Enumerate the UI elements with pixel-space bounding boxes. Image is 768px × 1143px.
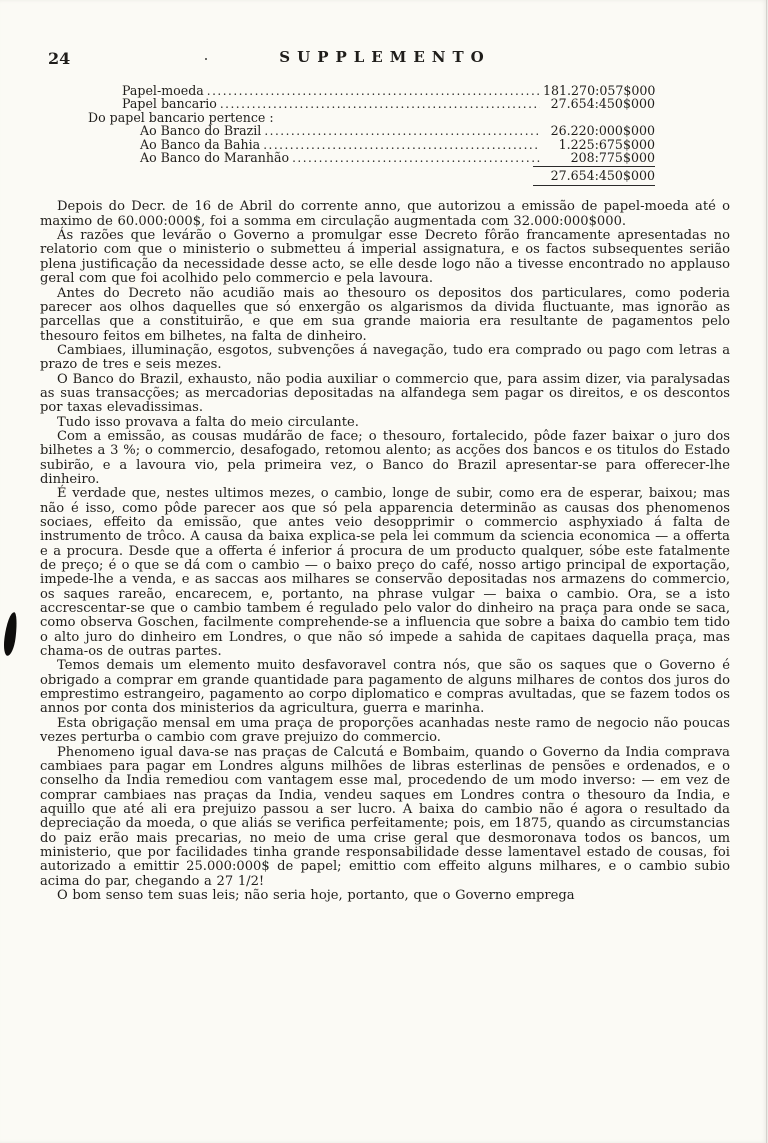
accounts-rows [88, 84, 655, 164]
page-title: SUPPLEMENTO [279, 48, 491, 66]
paragraph: Phenomeno igual dava-se nas praças de Calcutá e Bombaim, quando o Governo da India comprava cambiaes para pagar em Londres alguns milhões de libras esterlinas de pensões e ordenados, e o conselho da India remediou com vantagem esse mal, procedendo de um modo inverso: — em vez de comprar cambiaes nas praças da India, vendeu saques em Londres contra o thesouro da India, e aquillo que até ali era prejuizo passou a ser lucro. A baixa do cambio não é agora o resultado da depreciação da moeda, o que aliás se verifica perfeitamente; pois, em 1875, quando as circumstancias do paiz erão mais precarias, no meio de uma crise geral que desmoronava todos os bancos, um ministerio, que por facilidades tinha grande responsabilidade desse lamentavel estado de cousas, foi autorizado a emittir 25.000:000$ de papel; emittio com effeito alguns milhares, e o cambio subio acima do par, chegando a 27 1/2! [40, 744, 730, 889]
paragraph: Depois do Decr. de 16 de Abril do corrente anno, que autorizou a emissão de papel-moeda até o maximo de 60.000:000$, foi a somma em circulação augmentada com 32.000:000$000. [40, 199, 730, 229]
account-amount: 1.225:675$000 [558, 136, 655, 152]
accounts-total-block [533, 166, 655, 186]
paragraph: Temos demais um elemento muito desfavoravel contra nós, que são os saques que o Governo é obrigado a comprar em grande quantidade para pagamento de alguns milhares de contos dos juros do emprestimo estrangeiro, pagamento ao corpo diplomatico e compras avultadas, que se fazem todos os annos por conta dos ministerios da agricultura, guerra e marinha. [40, 658, 730, 717]
paragraph: Ás razões que levárão o Governo a promulgar esse Decreto fôrão francamente apresentadas no relatorio com que o ministerio o submetteu á imperial assignatura, e os factos subsequentes serião plena justificação da necessidade desse acto, se elle desde logo não a tivesse encontrado no applauso geral com que foi acolhido pelo commercio e pela lavoura. [40, 228, 730, 287]
dotted-leader [264, 124, 540, 137]
scan-edge-line [766, 0, 767, 1143]
account-row [88, 97, 655, 110]
paragraph: Tudo isso provava a falta do meio circulante. [57, 414, 359, 430]
scan-speck [205, 58, 207, 60]
page-number: 24 [48, 49, 71, 68]
account-label: Ao Banco do Maranhão [140, 150, 290, 166]
dotted-leader [220, 97, 540, 110]
account-amount: 26.220:000$000 [550, 123, 655, 139]
account-row [88, 151, 655, 164]
paragraph: Com a emissão, as cousas mudárão de face; o thesouro, fortalecido, pôde fazer baixar o juro dos bilhetes a 3 %; o commercio, desafogado, retomou alento; as acções dos bancos e os titulos do Estado subirão, e a lavoura vio, pela primeira vez, o Banco do Brazil apresentar-se para offerecer-lhe dinheiro. [40, 428, 730, 487]
paragraph: Esta obrigação mensal em uma praça de proporções acanhadas neste ramo de negocio não poucas vezes perturba o cambio com grave prejuizo do commercio. [40, 715, 730, 746]
dotted-leader [263, 138, 540, 151]
account-row [88, 84, 655, 97]
account-row [88, 111, 655, 124]
account-label: Papel bancario [122, 96, 217, 112]
accounts-table [88, 84, 655, 186]
paragraph: O bom senso tem suas leis; não seria hoje, portanto, que o Governo emprega [57, 887, 575, 903]
page-header [40, 48, 730, 70]
account-label: Papel-moeda [122, 83, 204, 98]
account-label: Do papel bancario pertence : [88, 109, 274, 125]
accounts-total: 27.654:450$000 [550, 168, 655, 184]
total-rule-bottom [533, 185, 655, 186]
account-row [88, 124, 655, 137]
body-text [40, 200, 730, 903]
account-amount: 27.654:450$000 [550, 96, 655, 112]
dotted-leader [292, 151, 540, 164]
account-amount: 181.270:057$000 [543, 83, 656, 98]
paragraph: É verdade que, nestes ultimos mezes, o cambio, longe de subir, como era de esperar, baixou; mas não é isso, como pôde parecer aos que só pela apparencia determinão as causas dos phenomenos sociaes, effeito da emissão, que antes veio desopprimir o commercio asphyxiado á falta de instrumento de trôco. A causa da baixa explica-se pela lei commum da sciencia economica — a offerta e a procura. Desde que a offerta é inferior á procura de um producto qualquer, sóbe este fatalmente de preço; é o que se dá com o cambio — o baixo preço do café, nosso artigo principal de exportação, impede-lhe a venda, e as saccas aos milhares se conservão depositadas nos armazens do commercio, os saques rareão, encarecem, e, portanto, na phrase vulgar — baixa o cambio. Ora, se a isto accrescentar-se que o cambio tambem é regulado pelo valor do dinheiro na praça para onde se saca, como observa Goschen, facilmente comprehende-se a influencia que sobre a baixa do cambio tem tido o alto juro do dinheiro em Londres, o que não só impede a sahida de capitaes daquella praça, mas chama-os de outras partes. [40, 486, 730, 660]
account-amount: 208:775$000 [570, 150, 655, 166]
paragraph: Cambiaes, illuminação, esgotos, subvenções á navegação, tudo era comprado ou pago com letras a prazo de tres e seis mezes. [40, 342, 730, 373]
paragraph: O Banco do Brazil, exhausto, não podia auxiliar o commercio que, para assim dizer, via paralysadas as suas transacções; as mercadorias depositadas na alfandega sem pagar os direitos, e os descontos por taxas elevadissimas. [40, 371, 730, 416]
dotted-leader [207, 84, 540, 97]
account-label: Ao Banco da Bahia [140, 136, 261, 152]
account-row [88, 138, 655, 151]
account-label: Ao Banco do Brazil [140, 123, 262, 139]
paragraph: Antes do Decreto não acudião mais ao thesouro os depositos dos particulares, como poderia parecer aos olhos daquelles que só enxergão os algarismos da divida fluctuante, mas ignorão as parcellas que a constituirão, e que em sua grande maioria era resultante de pagamentos pelo thesouro feitos em bilhetes, na falta de dinheiro. [40, 285, 730, 344]
